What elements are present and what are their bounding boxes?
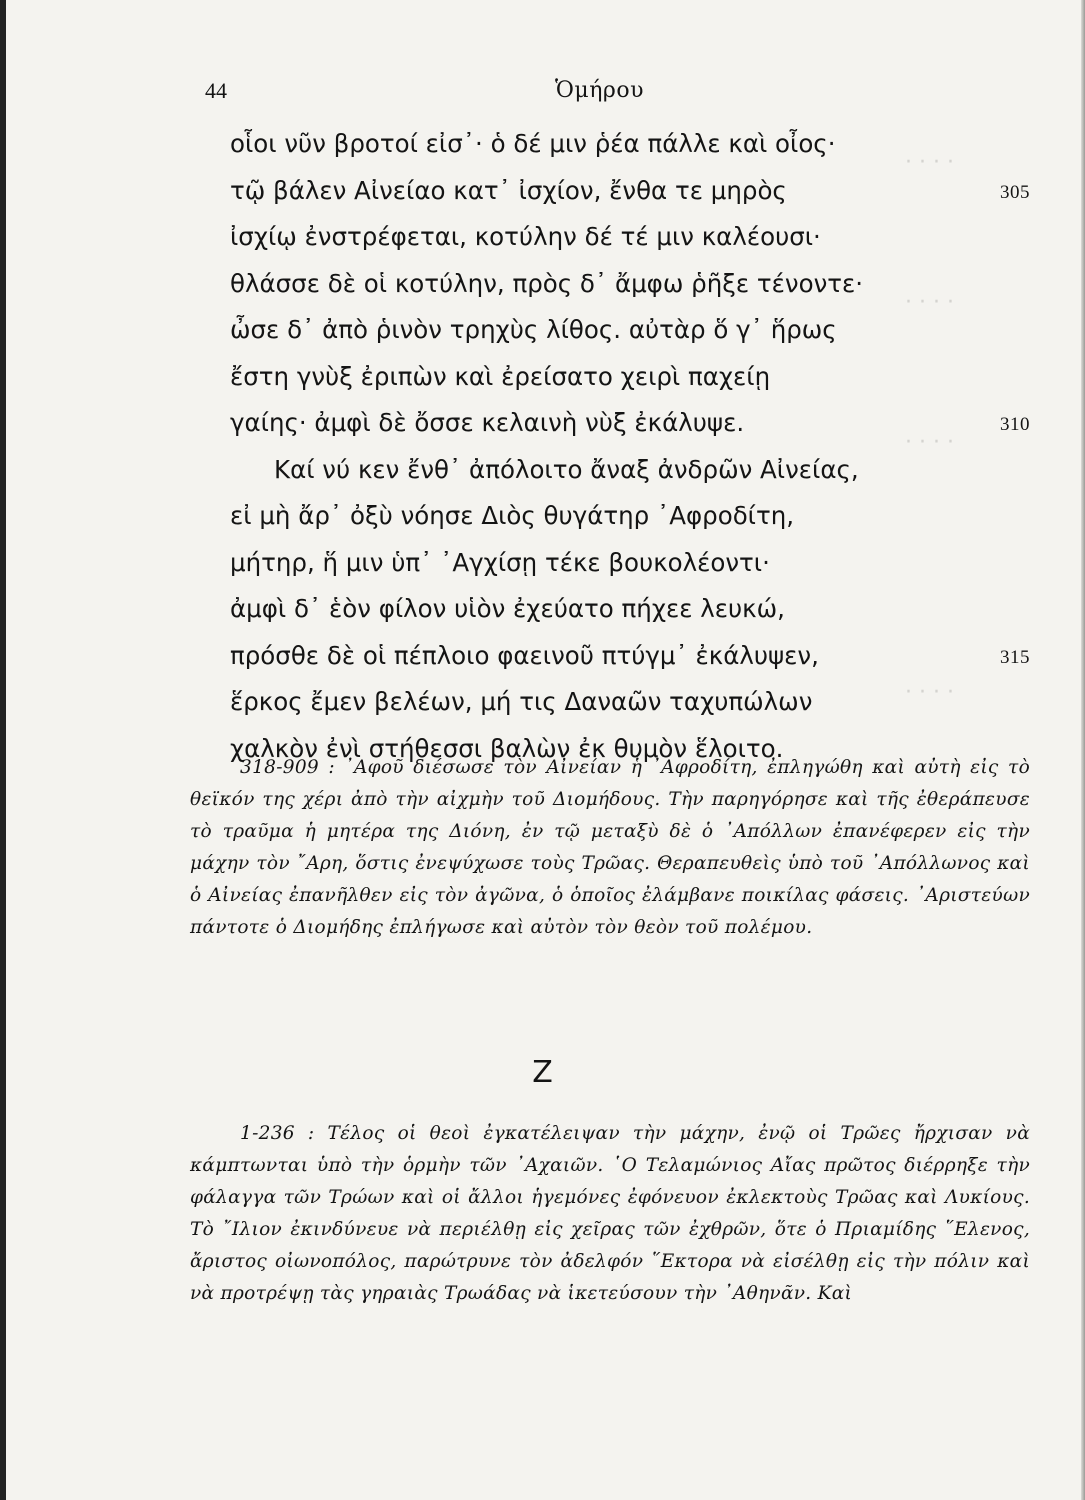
prose-summary-318-909 [190,752,1030,944]
poem-line-text: μήτηρ, ἥ μιν ὑπ᾽ ᾿Αγχίσῃ τέκε βουκολέοντι· [230,547,770,577]
poem-line-text: ὦσε δ᾽ ἀπὸ ῥινὸν τρηχὺς λίθος. αὐτὰρ ὅ γ᾽ ἥρως [230,315,837,344]
line-number: 305 [1000,181,1030,203]
poem-line-text: ἔστη γνὺξ ἐριπὼν καὶ ἐρείσατο χειρὶ παχείῃ [230,361,771,391]
book-heading-letter: Ζ [532,1055,553,1090]
summary-line-reference: 1-236 : [240,1123,315,1144]
running-header [0,78,1085,112]
page-number: 44 [205,78,227,103]
poem-line-text: ἀμφὶ δ᾽ ἑὸν φίλον υἱὸν ἐχεύατο πήχεε λευκώ, [230,594,785,623]
poem-line-text: οἷοι νῦν βροτοί εἰσ᾽· ὁ δέ μιν ῥέα πάλλε καὶ οἶος· [230,129,836,158]
show-through-text: · · · · [905,290,954,315]
poem-line-text: τῷ βάλεν Αἰνείαο κατ᾽ ἰσχίον, ἔνθα τε μηρὸς [230,175,787,205]
poem-line [230,266,1030,313]
running-title: Ὁμήρου [555,78,644,103]
poem-line-text: ἰσχίῳ ἐνστρέφεται, κοτύλην δέ τέ μιν καλέουσι· [230,222,821,251]
summary-line-reference: 318-909 : [240,757,335,778]
poem-line-text: πρόσθε δὲ οἱ πέπλοιο φαεινοῦ πτύγμ᾽ ἐκάλυψεν, [230,640,819,670]
show-through-text: · · · · [905,680,954,705]
summary-text: ᾿Αφοῦ διέσωσε τὸν Αἰνείαν ἡ ᾿Αφροδίτη, ἐπληγώθη καὶ αὐτὴ εἰς τὸ θεϊκόν της χέρι ἀπὸ τὴν αἰχμὴν τοῦ Διομήδους. Τὴν παρηγόρησε καὶ τῆς ἐθεράπευσε τὸ τραῦμα ἡ μητέρα της Διόνη, ἐν τῷ μεταξὺ δὲ ὁ ᾿Απόλλων ἐπανέφερεν εἰς τὴν μάχην τὸν ῎Αρη, ὅστις ἐνεψύχωσε τοὺς Τρῶας. Θεραπευθεὶς ὑπὸ τοῦ ᾿Απόλλωνος καὶ ὁ Αἰνείας ἐπανῆλθεν εἰς τὸν ἀγῶνα, ὁ ὁποῖος ἐλάμβανε ποικίλας φάσεις. ᾿Αριστεύων πάντοτε ὁ Διομήδης ἐπλήγωσε καὶ αὐτὸν τὸν θεὸν τοῦ πολέμου. [190,757,1031,938]
poem-line [230,312,1030,359]
poem-line [230,452,1030,499]
poem-line-text: θλάσσε δὲ οἱ κοτύλην, πρὸς δ᾽ ἄμφω ῥῆξε τένοντε· [230,268,864,298]
poem-line [230,219,1030,266]
summary-text: Τέλος οἱ θεοὶ ἐγκατέλειψαν τὴν μάχην, ἐνῷ οἱ Τρῶες ἤρχισαν νὰ κάμπτωνται ὑπὸ τὴν ὁρμὴν τῶν ᾿Αχαιῶν. ῾Ο Τελαμώνιος Αἴας πρῶτος διέρρηξε τὴν φάλαγγα τῶν Τρώων καὶ οἱ ἄλλοι ἡγεμόνες ἐφόνευον ἐκλεκτοὺς Τρῶας καὶ Λυκίους. Τὸ ῎Ιλιον ἐκινδύνευε νὰ περιέλθῃ εἰς χεῖρας τῶν ἐχθρῶν, ὅτε ὁ Πριαμίδης ῞Ελενος, ἄριστος οἰωνοπόλος, παρώτρυνε τὸν ἀδελφόν ῞Εκτορα νὰ εἰσέλθῃ εἰς τὴν πόλιν καὶ νὰ προτρέψῃ τὰς γηραιὰς Τρωάδας νὰ ἱκετεύσουν τὴν ᾿Αθηνᾶν. Καὶ [190,1123,1030,1304]
poem-line-text: Καί νύ κεν ἔνθ᾽ ἀπόλοιτο ἄναξ ἀνδρῶν Αἰνείας, [274,454,859,484]
page-binding-edge [0,0,6,1500]
poem-line [230,405,1030,452]
poem-line [230,545,1030,592]
show-through-text: · · · · [905,150,954,175]
poem-text-block [230,126,1030,777]
poem-line-text: ἕρκος ἔμεν βελέων, μή τις Δαναῶν ταχυπώλων [230,687,813,716]
poem-line [230,591,1030,638]
poem-line [230,498,1030,545]
page-right-edge [1081,0,1085,1500]
poem-line [230,638,1030,685]
line-number: 315 [1000,646,1030,668]
poem-line-text: εἰ μὴ ἄρ᾽ ὀξὺ νόησε Διὸς θυγάτηρ ᾿Αφροδίτη, [230,501,795,530]
poem-line [230,359,1030,406]
line-number: 310 [1000,414,1030,435]
poem-line-text: γαίης· ἀμφὶ δὲ ὄσσε κελαινὴ νὺξ ἐκάλυψε. [230,408,745,437]
poem-line [230,173,1030,220]
prose-summary-1-236 [190,1118,1030,1310]
poem-line-text: χαλκὸν ἐνὶ στήθεσσι βαλὼν ἐκ θυμὸν ἕλοιτο. [230,733,784,763]
show-through-text: · · · · [905,430,954,455]
poem-line [230,684,1030,731]
poem-line [230,126,1030,173]
